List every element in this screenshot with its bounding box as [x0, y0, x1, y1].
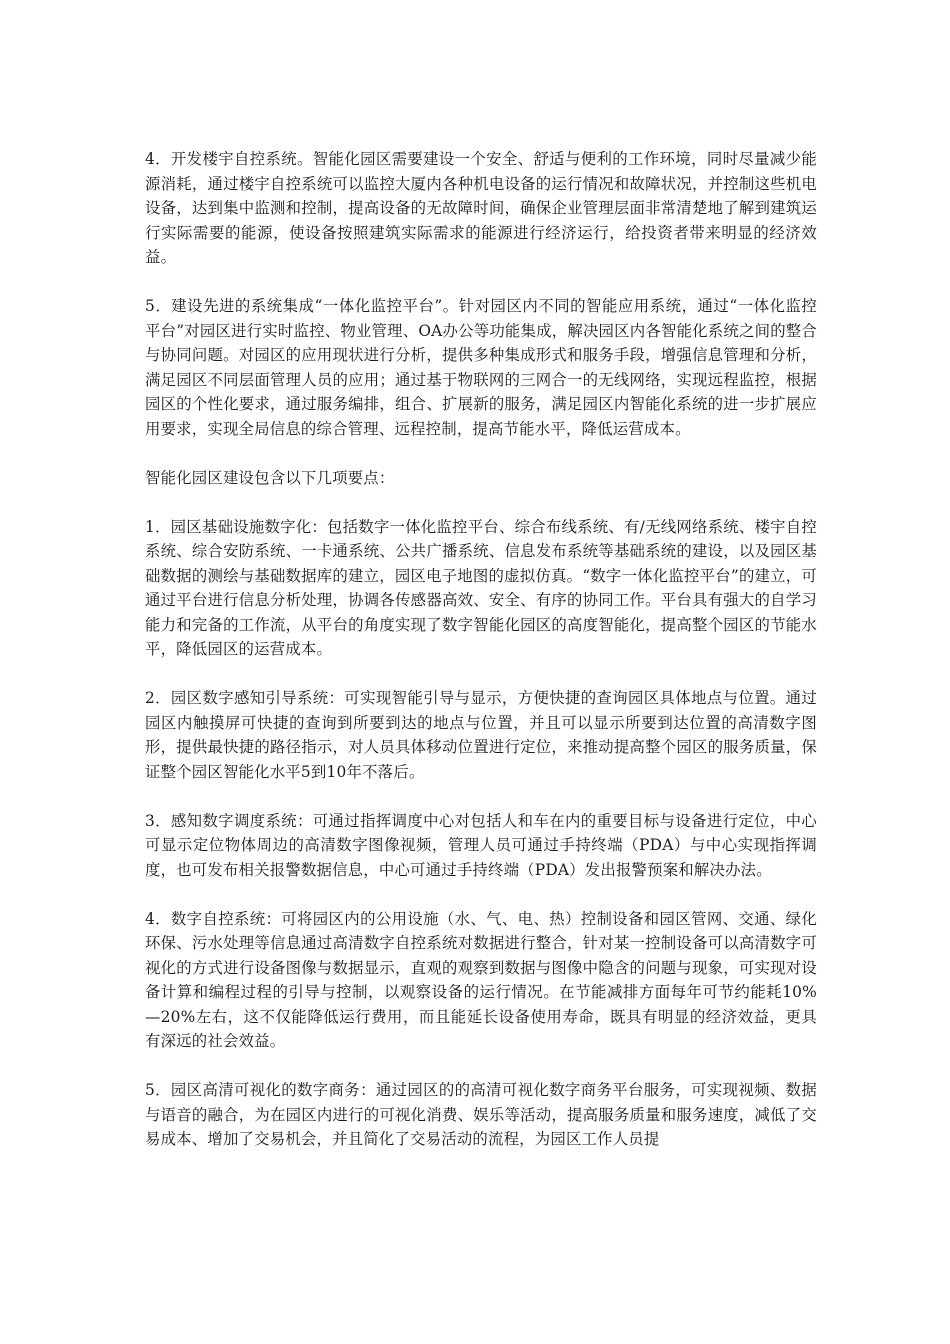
paragraph-building-automation: 4．开发楼宇自控系统。智能化园区需要建设一个安全、舒适与便利的工作环境，同时尽量减少能源消耗，通过楼宇自控系统可以监控大厦内各种机电设备的运行情况和故障状况，并控制这些机电设备，达到集中监测和控制，提高设备的无故障时间，确保企业管理层面非常清楚地了解到建筑运行实际需要的能源，使设备按照建筑实际需求的能源进行经济运行，给投资者带来明显的经济效益。	[145, 150, 817, 266]
paragraph-key-points-intro: 智能化园区建设包含以下几项要点：	[145, 468, 395, 487]
paragraph-digital-commerce: 5．园区高清可视化的数字商务：通过园区的的高清可视化数字商务平台服务，可实现视频、数据与语音的融合，为在园区内进行的可视化消费、娱乐等活动，提高服务质量和服务速度，减低了交易成本、增加了交易机会，并且简化了交易活动的流程，为园区工作人员提	[145, 1081, 817, 1148]
paragraph-digital-automation-control: 4．数字自控系统：可将园区内的公用设施（水、气、电、热）控制设备和园区管网、交通、绿化环保、污水处理等信息通过高清数字自控系统对数据进行整合，针对某一控制设备可以高清数字可视化的方式进行设备图像与数据显示，直观的观察到数据与图像中隐含的问题与现象，可实现对设备计算和编程过程的引导与控制，以观察设备的运行情况。在节能减排方面每年可节约能耗10%—20%左右，这不仅能降低运行费用，而且能延长设备使用寿命，既具有明显的经济效益，更具有深远的社会效益。	[145, 909, 817, 1050]
paragraph-digital-dispatch-system: 3．感知数字调度系统：可通过指挥调度中心对包括人和车在内的重要目标与设备进行定位，中心可显示定位物体周边的高清数字图像视频，管理人员可通过手持终端（PDA）与中心实现指挥调度，也可发布相关报警数据信息，中心可通过手持终端（PDA）发出报警预案和解决办法。	[145, 811, 817, 879]
document-body	[145, 147, 817, 1176]
paragraph-integrated-monitoring-platform: 5．建设先进的系统集成“一体化监控平台”。针对园区内不同的智能应用系统，通过“一体化监控平台”对园区进行实时监控、物业管理、OA办公等功能集成，解决园区内各智能化系统之间的整合与协同问题。对园区的应用现状进行分析，提供多种集成形式和服务手段，增强信息管理和分析，满足园区不同层面管理人员的应用；通过基于物联网的三网合一的无线网络，实现远程监控，根据园区的个性化要求，通过服务编排，组合、扩展新的服务，满足园区内智能化系统的进一步扩展应用要求，实现全局信息的综合管理、远程控制，提高节能水平，降低运营成本。	[145, 297, 817, 438]
paragraph-infrastructure-digitization: 1．园区基础设施数字化：包括数字一体化监控平台、综合布线系统、有/无线网络系统、楼宇自控系统、综合安防系统、一卡通系统、公共广播系统、信息发布系统等基础系统的建设，以及园区基础数据的测绘与基础数据库的建立，园区电子地图的虚拟仿真。“数字一体化监控平台”的建立，可通过平台进行信息分析处理，协调各传感器高效、安全、有序的协同工作。平台具有强大的自学习能力和完备的工作流，从平台的角度实现了数字智能化园区的高度智能化，提高整个园区的节能水平，降低园区的运营成本。	[145, 517, 817, 658]
paragraph-digital-guidance-system: 2．园区数字感知引导系统：可实现智能引导与显示，方便快捷的查询园区具体地点与位置。通过园区内触摸屏可快捷的查询到所要到达的地点与位置，并且可以显示所要到达位置的高清数字图形，提供最快捷的路径指示，对人员具体移动位置进行定位，来推动提高整个园区的服务质量，保证整个园区智能化水平5到10年不落后。	[145, 689, 817, 781]
